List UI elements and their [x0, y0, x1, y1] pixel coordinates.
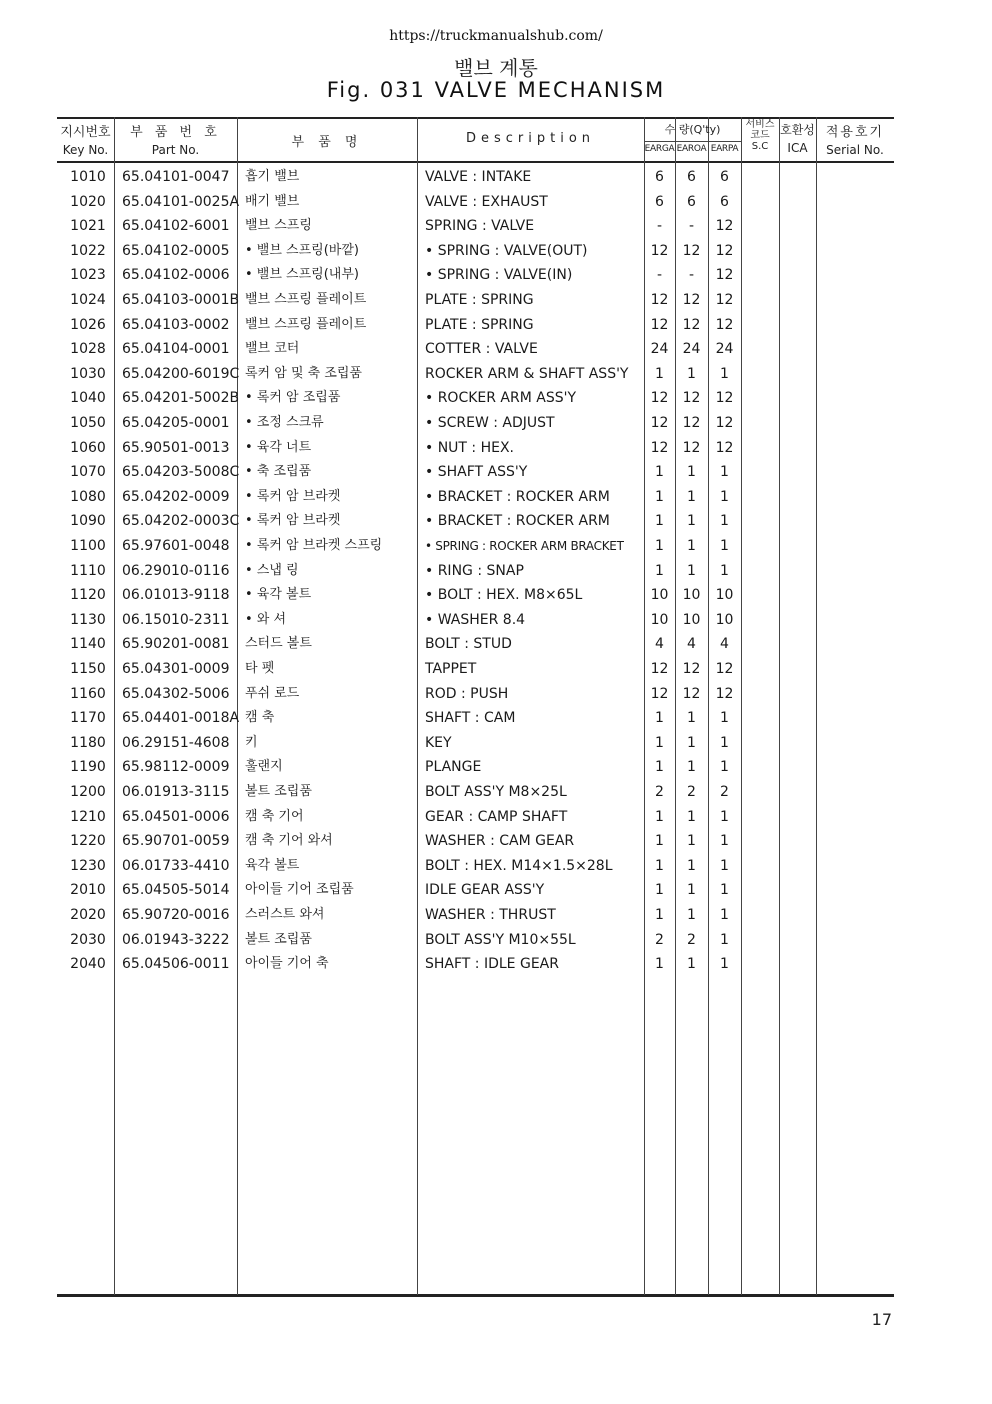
cell-key: 1010: [70, 169, 106, 185]
header-part-no: 부 품 번 호 Part No.: [130, 125, 221, 157]
table-row: [57, 632, 894, 657]
cell-q2: 12: [682, 661, 701, 677]
cell-q2: 1: [687, 857, 696, 874]
cell-kname: 밸브 스프링 플레이트: [245, 316, 367, 332]
cell-q3: 1: [720, 808, 729, 825]
cell-desc: SHAFT : IDLE GEAR: [425, 956, 559, 973]
cell-key: 1070: [70, 464, 106, 481]
cell-part: 65.04401-0018A: [122, 710, 240, 727]
cell-q1: 1: [655, 513, 664, 530]
cell-q2: 1: [687, 734, 696, 751]
cell-q1: 12: [650, 415, 669, 431]
cell-desc: PLATE : SPRING: [425, 316, 534, 333]
cell-key: 1040: [70, 390, 106, 407]
cell-q3: 1: [720, 710, 729, 727]
header-qty: 수 량(Q'ty): [664, 123, 721, 136]
cell-q2: -: [688, 218, 695, 235]
table-bottom-rule: [57, 1294, 894, 1297]
table-row: [57, 903, 894, 928]
cell-q1: -: [656, 218, 663, 235]
table-row: [57, 952, 894, 977]
cell-desc: TAPPET: [425, 661, 477, 677]
cell-key: 1050: [70, 415, 106, 431]
cell-desc: • RING : SNAP: [425, 562, 524, 579]
cell-q3: 6: [720, 169, 729, 185]
table-row: [57, 460, 894, 485]
cell-q2: 1: [687, 464, 696, 481]
cell-part: 65.04103-0001B: [122, 292, 240, 308]
cell-key: 2030: [70, 931, 106, 948]
table-row: [57, 313, 894, 338]
cell-key: 1100: [70, 538, 106, 554]
table-row: [57, 583, 894, 608]
cell-q1: 2: [655, 931, 664, 948]
cell-part: 06.01013-9118: [122, 587, 230, 604]
cell-q2: 12: [682, 415, 701, 431]
cell-kname: 훌랜지: [245, 759, 283, 775]
cell-q2: 12: [682, 439, 701, 456]
cell-kname: 스러스트 와셔: [245, 907, 325, 922]
cell-desc: • SPRING : VALVE(IN): [425, 267, 573, 284]
cell-desc: • SPRING : VALVE(OUT): [425, 242, 588, 259]
table-row: [57, 386, 894, 411]
cell-q1: 6: [655, 169, 664, 185]
cell-key: 1022: [70, 242, 106, 259]
cell-part: 65.04202-0003C: [122, 513, 240, 530]
cell-q2: 6: [687, 193, 696, 210]
cell-kname: 스터드 볼트: [245, 636, 312, 652]
cell-q2: 1: [687, 562, 696, 579]
cell-q2: 12: [682, 685, 701, 702]
cell-part: 65.04506-0011: [122, 956, 230, 973]
cell-part: 65.04102-6001: [122, 218, 230, 235]
header-service-code: 서비스 코드 S.C: [745, 119, 775, 152]
cell-part: 65.04102-0006: [122, 267, 230, 284]
cell-part: 65.04205-0001: [122, 415, 230, 431]
header-description: Description: [465, 131, 596, 146]
cell-desc: VALVE : INTAKE: [425, 169, 532, 185]
header-key-no: 지시번호 Key No.: [60, 125, 111, 157]
cell-q3: 6: [720, 193, 729, 210]
cell-q1: 2: [655, 784, 664, 800]
title-english: Fig. 031 VALVE MECHANISM: [326, 78, 666, 102]
cell-q2: 1: [687, 833, 696, 850]
cell-desc: • BOLT : HEX. M8×65L: [425, 587, 583, 604]
cell-q3: 1: [720, 833, 729, 850]
cell-desc: BOLT ASS'Y M8×25L: [425, 784, 567, 800]
cell-desc: WASHER : CAM GEAR: [425, 833, 575, 850]
cell-kname: • 육각 너트: [245, 439, 312, 455]
cell-q2: 4: [687, 636, 696, 653]
cell-q1: 12: [650, 439, 669, 456]
cell-desc: VALVE : EXHAUST: [425, 193, 548, 210]
cell-desc: • WASHER 8.4: [425, 611, 526, 628]
table-row: [57, 534, 894, 559]
cell-q3: 1: [720, 562, 729, 579]
cell-q3: 1: [720, 907, 729, 923]
table-row: [57, 509, 894, 534]
cell-desc: BOLT : STUD: [425, 636, 512, 653]
table-row: [57, 559, 894, 584]
cell-part: 06.01733-4410: [122, 857, 230, 874]
cell-kname: 캠 축 기어 와셔: [245, 833, 333, 849]
cell-desc: COTTER : VALVE: [425, 341, 538, 358]
cell-kname: 배기 밸브: [245, 193, 300, 209]
cell-q3: 1: [720, 931, 729, 948]
cell-desc: KEY: [425, 734, 452, 751]
cell-part: 65.04301-0009: [122, 661, 230, 677]
cell-desc: • BRACKET : ROCKER ARM: [425, 513, 610, 530]
cell-q2: 10: [682, 611, 701, 628]
cell-q1: 12: [650, 390, 669, 407]
cell-desc: • SPRING : ROCKER ARM BRACKET: [425, 539, 624, 553]
cell-kname: • 록커 암 조립품: [245, 390, 341, 406]
cell-q3: 12: [715, 316, 734, 333]
header-part-name: 부 품 명: [291, 135, 363, 150]
cell-q3: 12: [715, 439, 734, 456]
cell-key: 1060: [70, 439, 106, 456]
cell-part: 65.04501-0006: [122, 808, 230, 825]
cell-key: 1120: [70, 587, 106, 604]
cell-q3: 12: [715, 685, 734, 702]
cell-q3: 1: [720, 365, 729, 382]
cell-q1: 12: [650, 242, 669, 259]
cell-q1: 1: [655, 562, 664, 579]
cell-part: 65.90201-0081: [122, 636, 230, 653]
table-row: [57, 682, 894, 707]
cell-q3: 12: [715, 661, 734, 677]
cell-desc: SPRING : VALVE: [425, 218, 535, 235]
table-row: [57, 362, 894, 387]
cell-kname: • 스냅 링: [245, 562, 299, 578]
header-ica: 호환성 ICA: [780, 123, 815, 155]
cell-q2: 12: [682, 390, 701, 407]
cell-q2: 6: [687, 169, 696, 185]
cell-part: 65.04202-0009: [122, 488, 230, 505]
table-row: [57, 706, 894, 731]
cell-q3: 2: [720, 784, 729, 800]
cell-q3: 12: [715, 292, 734, 308]
cell-q1: 1: [655, 759, 664, 776]
cell-desc: • NUT : HEX.: [425, 439, 515, 456]
cell-q3: 1: [720, 956, 729, 973]
cell-desc: • SHAFT ASS'Y: [425, 464, 528, 481]
cell-desc: GEAR : CAMP SHAFT: [425, 808, 568, 825]
cell-q2: 24: [682, 341, 701, 358]
cell-kname: • 축 조립품: [245, 464, 312, 480]
cell-part: 65.90701-0059: [122, 833, 230, 850]
cell-kname: • 록커 암 브라켓: [245, 488, 341, 504]
cell-desc: • SCREW : ADJUST: [425, 415, 555, 431]
cell-desc: • BRACKET : ROCKER ARM: [425, 488, 610, 505]
cell-kname: 아이들 기어 축: [245, 956, 329, 972]
cell-part: 06.01913-3115: [122, 784, 230, 800]
cell-q3: 1: [720, 464, 729, 481]
cell-q3: 12: [715, 267, 734, 284]
cell-kname: 육각 볼트: [245, 857, 300, 873]
cell-q1: 1: [655, 857, 664, 874]
cell-kname: • 와 셔: [245, 611, 287, 627]
cell-key: 2040: [70, 956, 106, 973]
table-header-rule: [57, 161, 894, 163]
cell-part: 65.04101-0047: [122, 169, 230, 185]
cell-key: 2010: [70, 882, 106, 899]
header-qty-earoa: EAROA: [676, 144, 707, 154]
table-row: [57, 411, 894, 436]
cell-q1: 1: [655, 464, 664, 481]
table-row: [57, 829, 894, 854]
cell-part: 65.04101-0025A: [122, 193, 240, 210]
cell-kname: 록커 암 및 축 조립품: [245, 365, 362, 381]
cell-part: 65.97601-0048: [122, 538, 230, 554]
header-serial-no: 적용호기 Serial No.: [825, 125, 885, 157]
cell-q2: 12: [682, 242, 701, 259]
cell-q1: -: [656, 267, 663, 284]
cell-part: 65.04302-5006: [122, 685, 230, 702]
table-row: [57, 928, 894, 953]
cell-q2: 1: [687, 513, 696, 530]
cell-part: 06.01943-3222: [122, 931, 230, 948]
cell-q2: 2: [687, 931, 696, 948]
cell-kname: • 록커 암 브라켓: [245, 513, 341, 529]
cell-part: 65.04200-6019C: [122, 365, 240, 382]
cell-desc: PLANGE: [425, 759, 482, 776]
cell-part: 65.04104-0001: [122, 341, 230, 358]
cell-q2: 1: [687, 365, 696, 382]
cell-q1: 12: [650, 685, 669, 702]
cell-q3: 1: [720, 488, 729, 505]
cell-q3: 12: [715, 242, 734, 259]
cell-key: 1180: [70, 734, 106, 751]
cell-q1: 4: [655, 636, 664, 653]
cell-q2: 1: [687, 759, 696, 776]
cell-q1: 10: [650, 611, 669, 628]
table-row: [57, 239, 894, 264]
cell-key: 1210: [70, 808, 106, 825]
table-row: [57, 805, 894, 830]
cell-q2: 1: [687, 808, 696, 825]
cell-key: 1170: [70, 710, 106, 727]
cell-q1: 12: [650, 661, 669, 677]
cell-q3: 10: [715, 587, 734, 604]
cell-q2: 1: [687, 956, 696, 973]
cell-key: 1020: [70, 193, 106, 210]
table-row: [57, 190, 894, 215]
cell-kname: • 밸브 스프링(내부): [245, 267, 359, 283]
cell-q3: 12: [715, 390, 734, 407]
cell-key: 1024: [70, 292, 106, 308]
cell-key: 1220: [70, 833, 106, 850]
cell-q3: 12: [715, 218, 734, 235]
cell-part: 65.04201-5002B: [122, 390, 240, 407]
cell-q1: 1: [655, 833, 664, 850]
cell-part: 65.04203-5008C: [122, 464, 240, 481]
cell-key: 1090: [70, 513, 106, 530]
cell-key: 1190: [70, 759, 106, 776]
table-row: [57, 878, 894, 903]
cell-kname: 키: [245, 734, 258, 750]
cell-desc: ROD : PUSH: [425, 685, 509, 702]
cell-key: 1150: [70, 661, 106, 677]
cell-kname: 푸쉬 로드: [245, 685, 300, 701]
cell-kname: 밸브 코터: [245, 341, 300, 357]
cell-key: 1160: [70, 685, 106, 702]
cell-q1: 10: [650, 587, 669, 604]
cell-q2: 1: [687, 907, 696, 923]
cell-key: 1110: [70, 562, 106, 579]
cell-kname: 밸브 스프링: [245, 218, 312, 234]
cell-q3: 1: [720, 734, 729, 751]
cell-kname: • 밸브 스프링(바깥): [245, 242, 359, 258]
cell-key: 1230: [70, 857, 106, 874]
cell-part: 65.04505-5014: [122, 882, 230, 899]
title-korean: 밸브 계통: [454, 56, 538, 80]
cell-desc: • ROCKER ARM ASS'Y: [425, 390, 577, 407]
source-url: https://truckmanualshub.com/: [389, 28, 603, 44]
table-row: [57, 436, 894, 461]
cell-kname: 캠 축 기어: [245, 808, 304, 824]
cell-kname: 볼트 조립품: [245, 784, 312, 799]
cell-kname: 볼트 조립품: [245, 931, 312, 947]
cell-key: 2020: [70, 907, 106, 923]
page-number: 17: [871, 1310, 892, 1329]
cell-q3: 1: [720, 857, 729, 874]
parts-table: [57, 117, 894, 1297]
cell-q2: 12: [682, 292, 701, 308]
cell-key: 1130: [70, 611, 106, 628]
cell-part: 06.29151-4608: [122, 734, 230, 751]
cell-key: 1030: [70, 365, 106, 382]
cell-q1: 24: [650, 341, 669, 358]
table-row: [57, 780, 894, 805]
cell-part: 06.15010-2311: [122, 611, 230, 628]
cell-q3: 1: [720, 513, 729, 530]
cell-desc: ROCKER ARM & SHAFT ASS'Y: [425, 365, 629, 382]
cell-desc: WASHER : THRUST: [425, 907, 556, 923]
cell-kname: • 록커 암 브라켓 스프링: [245, 538, 383, 553]
cell-key: 1140: [70, 636, 106, 653]
cell-part: 65.90720-0016: [122, 907, 230, 923]
cell-q2: 1: [687, 538, 696, 554]
cell-part: 06.29010-0116: [122, 562, 230, 579]
cell-q1: 1: [655, 488, 664, 505]
cell-key: 1028: [70, 341, 106, 358]
table-row: [57, 608, 894, 633]
cell-desc: BOLT ASS'Y M10×55L: [425, 931, 576, 948]
cell-key: 1080: [70, 488, 106, 505]
cell-q3: 1: [720, 538, 729, 554]
cell-q3: 24: [715, 341, 734, 358]
table-row: [57, 337, 894, 362]
cell-kname: 캠 축: [245, 710, 275, 726]
cell-q2: -: [688, 267, 695, 284]
cell-kname: 흡기 밸브: [245, 169, 300, 184]
cell-kname: • 육각 볼트: [245, 587, 312, 603]
cell-q2: 1: [687, 710, 696, 727]
cell-kname: • 조정 스크류: [245, 415, 324, 430]
cell-q2: 2: [687, 784, 696, 800]
cell-q1: 1: [655, 808, 664, 825]
cell-desc: SHAFT : CAM: [425, 710, 516, 727]
table-row: [57, 263, 894, 288]
cell-q3: 10: [715, 611, 734, 628]
table-row: [57, 657, 894, 682]
cell-q2: 12: [682, 316, 701, 333]
cell-key: 1023: [70, 267, 106, 284]
cell-q3: 4: [720, 636, 729, 653]
cell-desc: IDLE GEAR ASS'Y: [425, 882, 545, 899]
cell-kname: 밸브 스프링 플레이트: [245, 292, 367, 307]
cell-part: 65.04102-0005: [122, 242, 230, 259]
cell-q2: 1: [687, 882, 696, 899]
cell-q2: 1: [687, 488, 696, 505]
cell-q3: 1: [720, 759, 729, 776]
cell-kname: 타 펫: [245, 661, 275, 676]
cell-q1: 1: [655, 365, 664, 382]
cell-q1: 1: [655, 710, 664, 727]
cell-part: 65.90501-0013: [122, 439, 230, 456]
cell-q3: 1: [720, 882, 729, 899]
table-row: [57, 288, 894, 313]
cell-part: 65.98112-0009: [122, 759, 230, 776]
table-row: [57, 165, 894, 190]
cell-q1: 1: [655, 734, 664, 751]
cell-q1: 1: [655, 882, 664, 899]
cell-q1: 1: [655, 538, 664, 554]
cell-q3: 12: [715, 415, 734, 431]
cell-kname: 아이들 기어 조립품: [245, 882, 354, 898]
cell-q1: 12: [650, 316, 669, 333]
table-row: [57, 755, 894, 780]
cell-key: 1026: [70, 316, 106, 333]
cell-key: 1200: [70, 784, 106, 800]
table-row: [57, 214, 894, 239]
table-row: [57, 854, 894, 879]
cell-q2: 10: [682, 587, 701, 604]
cell-q1: 12: [650, 292, 669, 308]
cell-q1: 6: [655, 193, 664, 210]
header-qty-earga: EARGA: [644, 144, 675, 154]
table-row: [57, 731, 894, 756]
table-row: [57, 485, 894, 510]
cell-key: 1021: [70, 218, 106, 235]
cell-desc: BOLT : HEX. M14×1.5×28L: [425, 857, 613, 874]
cell-q1: 1: [655, 956, 664, 973]
cell-desc: PLATE : SPRING: [425, 292, 534, 308]
qty-header-rule: [644, 141, 741, 142]
cell-part: 65.04103-0002: [122, 316, 230, 333]
cell-q1: 1: [655, 907, 664, 923]
header-qty-earpa: EARPA: [710, 144, 739, 154]
